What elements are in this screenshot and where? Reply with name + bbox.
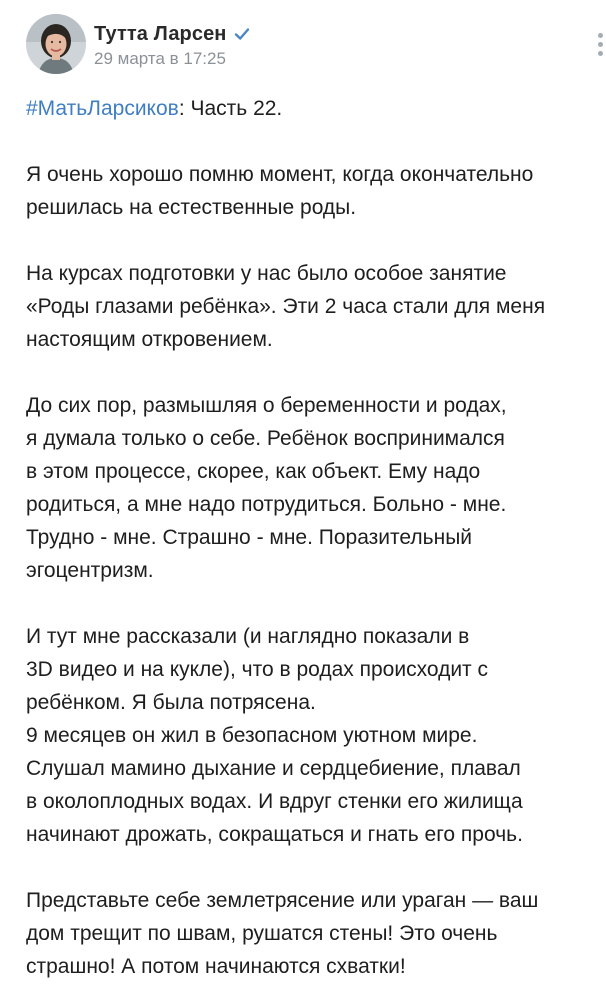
text-line: настоящим откровением. [26,328,273,351]
more-options-button[interactable] [586,24,606,64]
text-line: дом трещит по швам, рушатся стены! Это очень [26,922,498,945]
text-line: в этом процессе, скорее, как объект. Ему надо [26,460,481,483]
text-line: 3D видео и на кукле), что в родах происходит с [26,658,488,681]
text-line: Трудно - мне. Страшно - мне. Поразительный [26,526,473,549]
hashtag-link[interactable]: #МатьЛарсиков [26,97,179,120]
paragraph-5 [26,884,586,983]
text-line: родиться, а мне надо потрудиться. Больно - мне. [26,493,507,516]
avatar-image [26,14,86,74]
paragraph-gap [26,356,586,389]
verified-check-icon [233,25,251,43]
paragraph-3 [26,389,586,587]
post-title-rest: : Часть 22. [178,97,283,120]
text-line: ребёнком. Я была потрясена. [26,691,316,714]
text-line: Слушал мамино дыхание и сердцебиение, плавал [26,757,521,780]
paragraph-1 [26,158,586,224]
paragraph-gap [26,851,586,884]
text-line: На курсах подготовки у нас было особое занятие [26,262,507,285]
post-header [26,14,586,78]
post-title-line [26,92,586,125]
more-vertical-icon-dot [598,33,603,38]
text-line: Представьте себе землетрясение или ураган — ваш [26,889,539,912]
text-line: в околоплодных водах. И вдруг стенки его жилища [26,790,523,813]
paragraph-2 [26,257,586,356]
author-name[interactable]: Тутта Ларсен [94,23,227,45]
text-line: страшно! А потом начинаются схватки! [26,955,406,978]
paragraph-4 [26,620,586,851]
text-line: Я очень хорошо помню момент, когда окончательно [26,163,534,186]
post-text [26,92,586,983]
text-line: 9 месяцев он жил в безопасном уютном мире. [26,724,478,747]
text-line: эгоцентризм. [26,559,154,582]
avatar[interactable] [26,14,86,74]
more-vertical-icon-dot [598,42,603,47]
author-block [94,20,514,70]
more-vertical-icon-dot [598,51,603,56]
text-line: И тут мне рассказали (и наглядно показали в [26,625,470,648]
text-line: До сих пор, размышляя о беременности и родах, [26,394,507,417]
post-date[interactable]: 29 марта в 17:25 [94,49,226,68]
paragraph-gap [26,587,586,620]
author-name-row [94,20,514,48]
text-line: решилась на естественные роды. [26,196,357,219]
text-line: я думала только о себе. Ребёнок воспринимался [26,427,505,450]
text-line: начинают дрожать, сокращаться и гнать его прочь. [26,823,523,846]
paragraph-gap [26,125,586,158]
text-line: «Роды глазами ребёнка». Эти 2 часа стали для меня [26,295,546,318]
paragraph-gap [26,224,586,257]
